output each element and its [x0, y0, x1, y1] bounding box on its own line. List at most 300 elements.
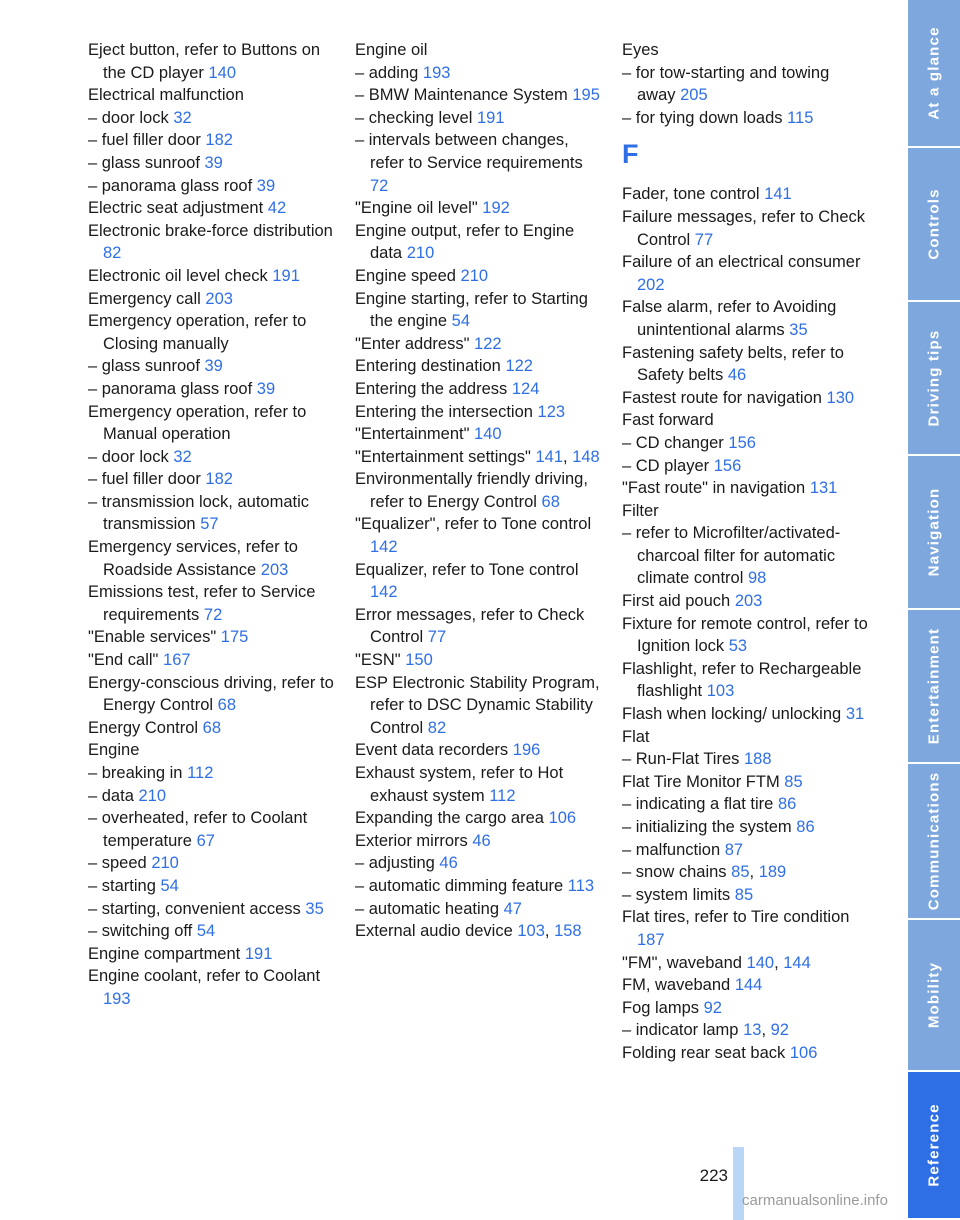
index-entry: [622, 1042, 872, 1065]
index-entry: [355, 830, 605, 853]
index-entry: [622, 387, 872, 410]
index-entry-text: "ESN": [355, 651, 401, 670]
index-entry-text: Emergency operation, refer to Closing manually: [88, 312, 307, 353]
index-entry-text: – switching off: [88, 922, 193, 941]
index-entry-text: Flat tires, refer to Tire condition: [622, 908, 850, 927]
index-entry-text: Engine oil: [355, 41, 428, 59]
index-entry: [355, 875, 605, 898]
index-entry-text: Flash when locking/ unlocking: [622, 705, 842, 724]
index-entry-text: – malfunction: [622, 840, 721, 859]
tab-label: At a glance: [925, 26, 943, 120]
index-entry: [88, 129, 338, 152]
index-entry: [355, 898, 605, 921]
page-reference-link[interactable]: 144: [783, 953, 811, 972]
index-entry: [88, 649, 338, 672]
page-reference-link[interactable]: 77: [694, 230, 714, 249]
page-reference-link[interactable]: 77: [427, 628, 447, 647]
index-entry-text: – door lock: [88, 447, 169, 466]
page-reference-link[interactable]: 156: [713, 456, 742, 475]
page-reference-link[interactable]: 113: [567, 876, 595, 895]
index-entry: [622, 296, 872, 341]
index-entry-text: Fastening safety belts, refer to Safety belts: [622, 343, 844, 385]
page-reference-link[interactable]: 92: [703, 998, 722, 1017]
index-entry: [622, 62, 872, 107]
page-reference-link[interactable]: 85: [784, 772, 803, 791]
index-entry-text: Filter: [622, 501, 659, 520]
page-reference-link[interactable]: 193: [422, 63, 451, 82]
tab-label: Navigation: [925, 487, 943, 577]
page-reference-link[interactable]: 86: [796, 818, 815, 836]
index-entry: [355, 39, 605, 62]
page-reference-link[interactable]: 175: [220, 628, 249, 647]
index-entry-text: – transmission lock, automatic transmission: [88, 492, 310, 534]
page-reference-link[interactable]: 46: [439, 854, 458, 873]
page-reference-link[interactable]: 124: [511, 379, 540, 398]
index-entry-text: – Run-Flat Tires: [622, 750, 740, 769]
page-reference-link[interactable]: 144: [734, 976, 763, 995]
tab-navigation[interactable]: [908, 456, 960, 610]
index-entry: [622, 183, 872, 206]
tab-entertainment[interactable]: [908, 610, 960, 764]
index-entry-text: – initializing the system: [622, 818, 792, 836]
page-reference-link[interactable]: 46: [727, 366, 747, 385]
index-column-3: [622, 39, 872, 1065]
page-reference-link[interactable]: 98: [747, 569, 767, 588]
index-entry: [355, 333, 605, 356]
index-entry-text: – overheated, refer to Coolant temperature: [88, 809, 308, 850]
index-entry: [355, 401, 605, 424]
index-entry: [622, 522, 872, 590]
page-reference-link[interactable]: 54: [451, 312, 471, 331]
index-entry: [622, 432, 872, 455]
index-entry: [355, 197, 605, 220]
index-entry-text: – breaking in: [88, 764, 183, 782]
page-reference-link[interactable]: 192: [482, 199, 510, 218]
page-reference-link[interactable]: 54: [196, 922, 216, 941]
index-entry: [622, 748, 872, 771]
page-reference-link[interactable]: 203: [260, 560, 289, 579]
page-reference-link[interactable]: 39: [256, 176, 276, 195]
index-entry-text: Electronic oil level check: [88, 266, 268, 285]
index-entry: [88, 852, 338, 875]
index-entry: [622, 793, 872, 816]
index-entry-text: Equalizer, refer to Tone control: [355, 560, 579, 579]
index-entry-text: – checking level: [355, 108, 473, 127]
index-entry-text: "Enter address": [355, 334, 470, 353]
index-entry-text: Exterior mirrors: [355, 831, 468, 850]
index-entry-text: False alarm, refer to Avoiding unintentional alarms: [622, 298, 837, 339]
index-entry: [88, 310, 338, 355]
index-entry-text: – refer to Microfilter/activated-charcoal filter for automatic climate control: [622, 524, 841, 588]
page-reference-link[interactable]: 141: [535, 447, 564, 466]
page-reference-link[interactable]: 196: [512, 741, 541, 760]
page-reference-link[interactable]: 189: [758, 863, 787, 882]
page-reference-link[interactable]: 106: [789, 1043, 818, 1062]
page-reference-link[interactable]: 92: [770, 1021, 789, 1040]
index-entry-text: – starting: [88, 876, 156, 895]
index-entry-text: Electronic brake-force distribution: [88, 221, 333, 240]
index-entry: [622, 658, 872, 703]
index-entry: [88, 717, 338, 740]
index-entry-text: – indicator lamp: [622, 1021, 739, 1040]
index-entry: [88, 265, 338, 288]
index-entry: [355, 739, 605, 762]
page-reference-link[interactable]: 39: [256, 379, 276, 398]
watermark: carmanualsonline.info: [742, 1192, 888, 1209]
page-reference-link[interactable]: 68: [217, 696, 237, 715]
index-entry-text: Entering the intersection: [355, 402, 533, 421]
index-entry: [88, 965, 338, 1010]
index-entry-text: Entering the address: [355, 379, 508, 398]
page-marker: [733, 1147, 744, 1220]
index-entry: [88, 672, 338, 717]
page-reference-link[interactable]: 53: [728, 637, 748, 656]
page-reference-link[interactable]: 142: [370, 583, 398, 602]
index-entry-text: Engine speed: [355, 266, 456, 285]
page-reference-link[interactable]: 68: [202, 718, 222, 737]
page-reference-link[interactable]: 182: [205, 131, 233, 150]
index-entry: "Entertainment settings" 141, 148: [355, 447, 600, 466]
page-reference-link[interactable]: 72: [370, 176, 389, 195]
tab-label: Mobility: [925, 961, 943, 1029]
page-reference-link[interactable]: 57: [200, 515, 219, 534]
index-entry-text: Flashlight, refer to Rechargeable flashlight: [622, 659, 862, 701]
page-reference-link[interactable]: 191: [477, 108, 505, 127]
page-reference-link[interactable]: 148: [572, 447, 600, 466]
index-entry: [355, 423, 605, 446]
index-entry: [622, 839, 872, 862]
index-entry-text: Electric seat adjustment: [88, 199, 264, 218]
index-entry-text: – indicating a flat tire: [622, 795, 774, 814]
section-letter-heading: F: [622, 139, 639, 170]
index-entry-text: "Engine oil level": [355, 199, 478, 218]
index-entry-text: "Equalizer", refer to Tone control: [355, 515, 592, 534]
index-entry: [88, 107, 338, 130]
index-entry: [88, 84, 338, 107]
index-entry-text: Folding rear seat back: [622, 1043, 786, 1062]
index-entry-text: FM, waveband: [622, 976, 731, 995]
index-entry-text: "Entertainment": [355, 425, 470, 444]
index-entry: – indicator lamp 13, 92: [622, 1021, 789, 1040]
tab-controls[interactable]: [908, 148, 960, 302]
index-entry: [622, 342, 872, 387]
index-entry-text: – data: [88, 786, 134, 805]
index-entry-text: First aid pouch: [622, 592, 731, 611]
index-entry: [622, 251, 872, 296]
index-entry-text: Flat Tire Monitor FTM: [622, 772, 780, 791]
page-reference-link[interactable]: 39: [204, 153, 223, 172]
page-reference-link[interactable]: 210: [406, 244, 435, 263]
index-entry: [622, 39, 872, 62]
index-entry-text: Engine compartment: [88, 944, 241, 963]
index-entry: [355, 107, 605, 130]
page-reference-link[interactable]: 187: [637, 930, 665, 949]
page-reference-link[interactable]: 54: [160, 876, 179, 895]
index-entry-text: – for tow-starting and towing away: [622, 63, 830, 105]
index-entry: [622, 477, 872, 500]
index-entry: [88, 920, 338, 943]
tab-label: Communications: [925, 771, 943, 911]
section-tabs: [908, 0, 960, 1220]
index-entry-text: Engine output, refer to Engine data: [355, 221, 575, 263]
page-reference-link[interactable]: 85: [734, 885, 754, 904]
index-entry-text: Error messages, refer to Check Control: [355, 605, 585, 647]
index-entry-text: Engine coolant, refer to Coolant: [88, 967, 321, 986]
tab-driving-tips[interactable]: [908, 302, 960, 456]
page-reference-link[interactable]: 156: [728, 433, 756, 452]
index-entry-text: Emergency services, refer to Roadside Assistance: [88, 538, 298, 579]
page-reference-link[interactable]: 150: [405, 651, 433, 670]
index-entry: [355, 129, 605, 197]
index-entry: [88, 626, 338, 649]
index-entry-text: ESP Electronic Stability Program, refer to DSC Dynamic Stability Control: [355, 673, 600, 737]
index-entry-text: – BMW Maintenance System: [355, 86, 568, 105]
index-entry-text: – panorama glass roof: [88, 379, 253, 398]
tab-mobility[interactable]: [908, 920, 960, 1072]
index-entry: [355, 355, 605, 378]
index-entry: [355, 468, 605, 513]
index-entry-text: Event data recorders: [355, 741, 509, 760]
page-reference-link[interactable]: 31: [845, 705, 865, 724]
index-entry-text: – automatic heating: [355, 899, 500, 918]
page-reference-link[interactable]: 112: [489, 786, 516, 805]
index-entry: [88, 536, 338, 581]
index-entry-text: – speed: [88, 854, 147, 873]
index-entry-text: Exhaust system, refer to Hot exhaust system: [355, 764, 564, 805]
index-entry: [355, 672, 605, 740]
index-entry-text: External audio device: [355, 922, 513, 941]
page-reference-link[interactable]: 103: [706, 682, 735, 701]
page-reference-link[interactable]: 191: [272, 266, 300, 285]
page-reference-link[interactable]: 68: [541, 492, 560, 511]
index-entry-text: – door lock: [88, 108, 169, 127]
index-entry-text: – fuel filler door: [88, 131, 201, 150]
index-entry: External audio device 103, 158: [355, 922, 582, 941]
page-reference-link[interactable]: 82: [103, 244, 122, 263]
page-reference-link[interactable]: 130: [826, 388, 855, 407]
index-entry: [355, 220, 605, 265]
index-entry: [622, 974, 872, 997]
index-entry: [355, 649, 605, 672]
index-entry: [622, 906, 872, 951]
page-reference-link[interactable]: 193: [103, 989, 131, 1008]
index-entry-text: Engine: [88, 741, 140, 760]
index-entry-text: – adding: [355, 63, 419, 82]
index-entry: [355, 762, 605, 807]
index-entry-text: – CD player: [622, 456, 710, 475]
index-entry-text: – intervals between changes, refer to Service requirements: [355, 131, 583, 172]
page-reference-link[interactable]: 131: [809, 479, 838, 498]
page-reference-link[interactable]: 87: [724, 840, 744, 859]
index-entry: [622, 455, 872, 478]
index-entry-text: Environmentally friendly driving, refer to Energy Control: [355, 470, 588, 511]
index-entry-text: – system limits: [622, 885, 731, 904]
index-entry: [88, 446, 338, 469]
tab-label: Controls: [925, 188, 943, 260]
index-entry: [622, 206, 872, 251]
page-reference-link[interactable]: 32: [173, 108, 192, 127]
page-reference-link[interactable]: 210: [138, 786, 166, 805]
index-entry-text: Engine starting, refer to Starting the engine: [355, 289, 588, 331]
page-reference-link[interactable]: 210: [151, 854, 179, 873]
index-entry: [355, 807, 605, 830]
index-entry: [88, 175, 338, 198]
page-reference-link[interactable]: 188: [743, 750, 772, 769]
index-entry: [355, 84, 605, 107]
tab-communications[interactable]: [908, 764, 960, 920]
index-entry: [622, 590, 872, 613]
index-entry-text: – glass sunroof: [88, 357, 200, 376]
page-reference-link[interactable]: 140: [746, 953, 775, 972]
index-entry-text: Flat: [622, 727, 650, 746]
index-entry: [88, 943, 338, 966]
index-entry: [622, 884, 872, 907]
index-entry: [622, 816, 872, 839]
index-entry: [622, 997, 872, 1020]
index-entry-text: – snow chains: [622, 863, 727, 882]
index-entry: [622, 703, 872, 726]
index-entry: [88, 378, 338, 401]
page-reference-link[interactable]: 202: [637, 275, 665, 294]
page-reference-link[interactable]: 210: [460, 266, 489, 285]
page-reference-link[interactable]: 122: [505, 357, 533, 376]
page-reference-link[interactable]: 106: [548, 809, 577, 828]
page-reference-link[interactable]: 82: [427, 718, 447, 737]
page-reference-link[interactable]: 205: [680, 86, 708, 105]
index-entry: [88, 739, 338, 762]
page-reference-link[interactable]: 191: [244, 944, 273, 963]
index-entry: [88, 762, 338, 785]
index-entry: [88, 491, 338, 536]
page-reference-link[interactable]: 122: [474, 334, 502, 353]
index-entry-text: – for tying down loads: [622, 108, 783, 127]
page-reference-link[interactable]: 182: [205, 470, 233, 489]
index-entry-text: Eyes: [622, 41, 659, 59]
index-entry-text: "Enable services": [88, 628, 217, 647]
index-entry: [88, 807, 338, 852]
index-entry: [88, 875, 338, 898]
index-entry-text: – CD changer: [622, 433, 724, 452]
page-reference-link[interactable]: 167: [163, 651, 191, 670]
index-entry: [355, 288, 605, 333]
page-reference-link[interactable]: 85: [731, 863, 750, 882]
tab-label: Driving tips: [925, 329, 943, 427]
page-reference-link[interactable]: 46: [472, 831, 491, 850]
page-reference-link[interactable]: 140: [208, 63, 237, 82]
index-entry-text: Fixture for remote control, refer to Ignition lock: [622, 614, 868, 656]
index-entry-text: Failure of an electrical consumer: [622, 253, 861, 272]
index-entry-text: Fog lamps: [622, 998, 700, 1017]
index-entry-text: Fastest route for navigation: [622, 388, 822, 407]
page-reference-link[interactable]: 203: [205, 289, 233, 308]
index-entry: [355, 852, 605, 875]
page-reference-link[interactable]: 142: [370, 538, 398, 557]
page-reference-link[interactable]: 32: [173, 447, 192, 466]
page-reference-link[interactable]: 141: [764, 185, 792, 204]
page-reference-link[interactable]: 158: [554, 922, 582, 941]
index-entry: [88, 355, 338, 378]
index-entry-text: – automatic dimming feature: [355, 876, 564, 895]
page-reference-link[interactable]: 103: [517, 922, 545, 941]
index-entry-text: Emergency operation, refer to Manual operation: [88, 402, 307, 444]
page-reference-link[interactable]: 72: [203, 605, 223, 624]
page-reference-link[interactable]: 35: [305, 899, 324, 918]
page-reference-link[interactable]: 203: [734, 592, 763, 611]
page-reference-link[interactable]: 112: [187, 764, 214, 782]
index-entry: [88, 898, 338, 921]
tab-reference[interactable]: [908, 1072, 960, 1220]
index-entry: [88, 220, 338, 265]
page-reference-link[interactable]: 67: [196, 831, 215, 850]
tab-at-a-glance[interactable]: [908, 0, 960, 148]
page-number: 223: [699, 1166, 728, 1185]
index-entry-text: Fader, tone control: [622, 185, 760, 204]
index-entry-text: "End call": [88, 651, 159, 670]
index-entry-text: Electrical malfunction: [88, 86, 244, 105]
index-entry-text: "FM", waveband: [622, 953, 742, 972]
index-entry: [355, 604, 605, 649]
tab-label: Entertainment: [925, 627, 943, 745]
index-entry-text: Emissions test, refer to Service requirements: [88, 583, 316, 624]
index-entry: [355, 62, 605, 85]
index-entry-text: "Fast route" in navigation: [622, 479, 806, 498]
index-entry-text: Emergency call: [88, 289, 201, 308]
tab-label: Reference: [925, 1103, 943, 1187]
index-column-1: [88, 39, 338, 1011]
index-entry: – snow chains 85, 189: [622, 863, 787, 882]
page-reference-link[interactable]: 39: [204, 357, 223, 376]
index-entry: [88, 152, 338, 175]
index-entry-text: Failure messages, refer to Check Control: [622, 207, 866, 249]
index-entry: [622, 613, 872, 658]
index-entry-text: – panorama glass roof: [88, 176, 253, 195]
index-entry: [355, 559, 605, 604]
index-entry: [355, 265, 605, 288]
page-reference-link[interactable]: 13: [743, 1021, 762, 1040]
index-entry-text: Fast forward: [622, 411, 714, 430]
page-reference-link[interactable]: 86: [777, 795, 797, 814]
index-entry-text: – starting, convenient access: [88, 899, 301, 918]
page-reference-link[interactable]: 140: [474, 425, 502, 444]
index-entry-text: "Entertainment settings": [355, 447, 531, 466]
index-entry-text: – adjusting: [355, 854, 435, 873]
index-column-2: [355, 39, 605, 943]
index-entry-text: Energy-conscious driving, refer to Energy Control: [88, 673, 334, 715]
index-entry-text: – fuel filler door: [88, 470, 201, 489]
page-reference-link[interactable]: 47: [503, 899, 522, 918]
index-entry: [622, 500, 872, 523]
index-entry: [622, 409, 872, 432]
page-reference-link[interactable]: 115: [787, 108, 814, 127]
index-entry: [88, 581, 338, 626]
index-entry: [622, 771, 872, 794]
index-entry-text: Eject button, refer to Buttons on the CD player: [88, 41, 321, 82]
index-entry: [88, 785, 338, 808]
page-reference-link[interactable]: 195: [572, 86, 600, 105]
index-entry: [88, 288, 338, 311]
index-entry: [622, 726, 872, 749]
page-reference-link[interactable]: 42: [267, 199, 287, 218]
index-entry-text: Expanding the cargo area: [355, 809, 544, 828]
index-entry: [88, 39, 338, 84]
index-entry: [355, 378, 605, 401]
index-entry-text: Entering destination: [355, 357, 501, 376]
page-reference-link[interactable]: 35: [789, 320, 808, 339]
index-entry: [88, 197, 338, 220]
index-entry-text: Energy Control: [88, 718, 199, 737]
page-reference-link[interactable]: 123: [537, 402, 566, 421]
index-entry: [355, 513, 605, 558]
